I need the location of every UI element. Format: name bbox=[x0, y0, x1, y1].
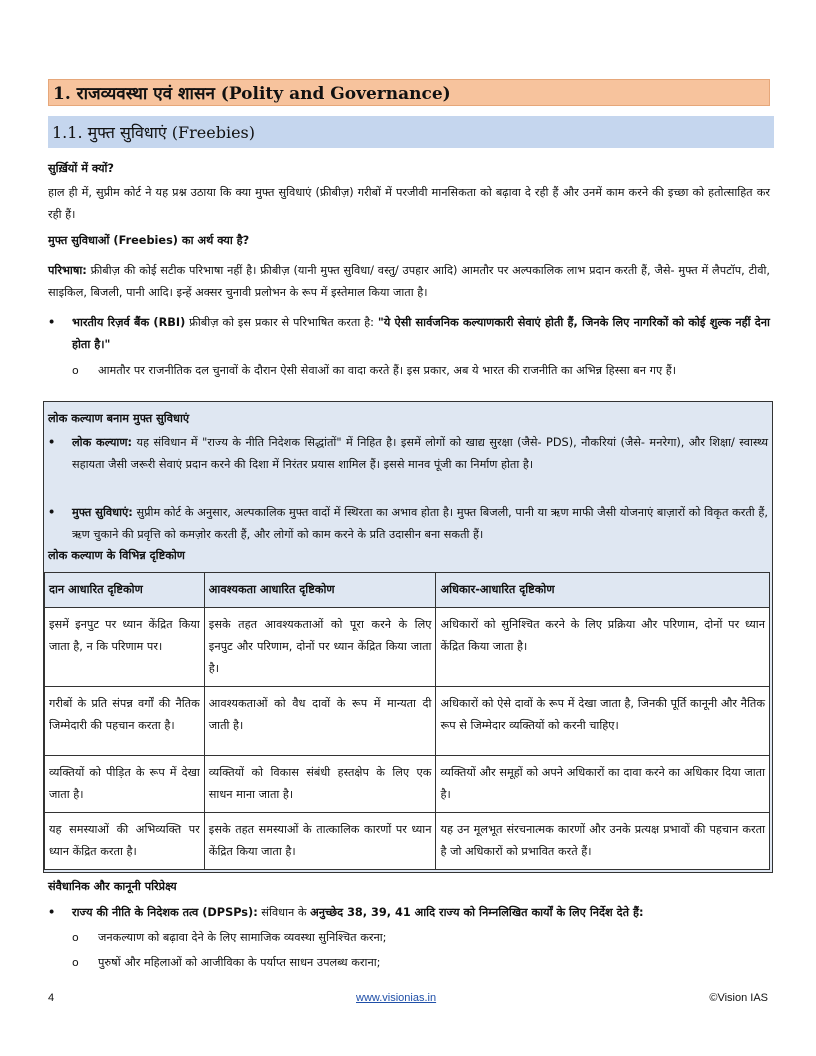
dpsp-sub-text-1: जनकल्याण को बढ़ावा देने के लिए सामाजिक व्यवस्था सुनिश्चित करना; bbox=[98, 931, 387, 944]
table-cell: अधिकारों को ऐसे दावों के रूप में देखा जाता है, जिनकी पूर्ति कानूनी और नैतिक रूप से जिम्मेदार व्यक्तियों को करनी चाहिए। bbox=[436, 687, 770, 756]
table-header-cell: दान आधारित दृष्टिकोण bbox=[45, 573, 205, 608]
freebie-bullet-text bbox=[72, 502, 768, 546]
table-cell: व्यक्तियों को पीड़ित के रूप में देखा जाता है। bbox=[45, 756, 205, 813]
sub-bullet-icon: o bbox=[72, 364, 79, 377]
welfare-label: लोक कल्याण: bbox=[72, 436, 133, 449]
table-row bbox=[45, 813, 770, 870]
table-cell: इसके तहत आवश्यकताओं को पूरा करने के लिए इनपुट और परिणाम, दोनों पर ध्यान केंद्रित किया जाता है। bbox=[204, 608, 436, 687]
rbi-label: भारतीय रिज़र्व बैंक (RBI) bbox=[72, 316, 186, 329]
welfare-vs-freebies-box bbox=[43, 401, 773, 873]
table-cell: अधिकारों को सुनिश्चित करने के लिए प्रक्रिया और परिणाम, दोनों पर ध्यान केंद्रित किया जाता है। bbox=[436, 608, 770, 687]
bullet-icon: • bbox=[48, 316, 56, 329]
meaning-title: मुफ्त सुविधाओं (Freebies) का अर्थ क्या है? bbox=[48, 234, 250, 247]
table-cell: यह उन मूलभूत संरचनात्मक कारणों और उनके प्रत्यक्ष प्रभावों की पहचान करता है जो अधिकारों को प्रभावित करते हैं। bbox=[436, 813, 770, 870]
copyright: ©Vision IAS bbox=[709, 992, 768, 1004]
rbi-bullet-text bbox=[72, 312, 770, 356]
dpsp-text: संविधान के bbox=[257, 906, 311, 919]
constitutional-title: संवैधानिक और कानूनी परिप्रेक्ष्य bbox=[48, 880, 177, 893]
box-title: लोक कल्याण बनाम मुफ्त सुविधाएं bbox=[48, 412, 190, 425]
approaches-title: लोक कल्याण के विभिन्न दृष्टिकोण bbox=[48, 549, 185, 562]
table-row bbox=[45, 756, 770, 813]
table-cell: गरीबों के प्रति संपन्न वर्गों की नैतिक जिम्मेदारी की पहचान करता है। bbox=[45, 687, 205, 756]
rbi-sub-text: आमतौर पर राजनीतिक दल चुनावों के दौरान ऐसी सेवाओं का वादा करते हैं। इस प्रकार, अब ये भारत की राजनीति का अभिन्न हिस्सा बन गए हैं। bbox=[98, 364, 677, 377]
table-row bbox=[45, 608, 770, 687]
approaches-table bbox=[44, 572, 770, 870]
definition-label: परिभाषा: bbox=[48, 264, 87, 277]
why-title: सुर्ख़ियों में क्यों? bbox=[48, 162, 114, 175]
why-text: हाल ही में, सुप्रीम कोर्ट ने यह प्रश्न उठाया कि क्या मुफ्त सुविधाएं (फ्रीबीज़) गरीबों में परजीवी मानसिकता को बढ़ावा दे रही हैं और उनमें काम करने की इच्छा को हतोत्साहित कर रही हैं। bbox=[48, 186, 770, 221]
dpsp-sub-text-2: पुरुषों और महिलाओं को आजीविका के पर्याप्त साधन उपलब्ध कराना; bbox=[98, 956, 381, 969]
sub-bullet-icon: o bbox=[72, 931, 79, 944]
definition-paragraph bbox=[48, 260, 770, 304]
rbi-quote: "ये ऐसी सार्वजनिक कल्याणकारी सेवाएं होती हैं, जिनके लिए नागरिकों को कोई शुल्क नहीं देना होता है।" bbox=[72, 316, 770, 351]
welfare-text: यह संविधान में "राज्य के नीति निदेशक सिद्धांतों" में निहित है। इसमें लोगों को खाद्य सुरक्षा (जैसे- PDS), नौकरियां (जैसे- मनरेगा), और शिक्षा/ स्वास्थ्य सहायता जैसी जरूरी सेवाएं प्रदान करने की दिशा में निरंतर प्रयास शामिल हैं। इससे मानव पूंजी का निर्माण होता है। bbox=[72, 436, 768, 471]
table-row bbox=[45, 687, 770, 756]
bullet-icon: • bbox=[48, 436, 56, 449]
welfare-bullet-text bbox=[72, 432, 768, 476]
dpsp-bullet-text bbox=[72, 902, 770, 924]
table-header-cell: आवश्यकता आधारित दृष्टिकोण bbox=[204, 573, 436, 608]
table-cell: व्यक्तियों को विकास संबंधी हस्तक्षेप के लिए एक साधन माना जाता है। bbox=[204, 756, 436, 813]
bullet-icon: • bbox=[48, 906, 56, 919]
table-header-row bbox=[45, 573, 770, 608]
dpsp-bold-text: अनुच्छेद 38, 39, 41 आदि राज्य को निम्नलिखित कार्यों के लिए निर्देश देते हैं: bbox=[310, 906, 644, 919]
definition-text: फ्रीबीज़ की कोई सटीक परिभाषा नहीं है। फ्रीबीज़ (यानी मुफ्त सुविधा/ वस्तु/ उपहार आदि) आमतौर पर अल्पकालिक लाभ प्रदान करती हैं, जैसे- मुफ्त में लैपटॉप, टीवी, साइकिल, बिजली, पानी आदि। इन्हें अक्सर चुनावी प्रलोभन के रूप में इस्तेमाल किया जाता है। bbox=[48, 264, 770, 299]
table-header-cell: अधिकार-आधारित दृष्टिकोण bbox=[436, 573, 770, 608]
page-number: 4 bbox=[48, 992, 55, 1004]
rbi-text: फ्रीबीज़ को इस प्रकार से परिभाषित करता है: bbox=[185, 316, 378, 329]
table-cell: आवश्यकताओं को वैध दावों के रूप में मान्यता दी जाती है। bbox=[204, 687, 436, 756]
website-link[interactable]: www.visionias.in bbox=[356, 992, 437, 1004]
section-heading-1-1: 1.1. मुफ्त सुविधाएं (Freebies) bbox=[48, 116, 774, 148]
dpsp-label: राज्य की नीति के निदेशक तत्व (DPSPs): bbox=[72, 906, 258, 919]
freebie-text: सुप्रीम कोर्ट के अनुसार, अल्पकालिक मुफ्त वादों में स्थिरता का अभाव होता है। मुफ्त बिजली, पानी या ऋण माफी जैसी योजनाएं बाज़ारों को विकृत करती हैं, ऋण चुकाने की प्रवृत्ति को कमज़ोर करती हैं, और लोगों को काम करने के प्रति उदासीन बना सकती हैं। bbox=[72, 506, 769, 541]
sub-bullet-icon: o bbox=[72, 956, 79, 969]
table-cell: इसके तहत समस्याओं के तात्कालिक कारणों पर ध्यान केंद्रित किया जाता है। bbox=[204, 813, 436, 870]
section-heading-1: 1. राजव्यवस्था एवं शासन (Polity and Governance) bbox=[48, 79, 770, 106]
table-cell: व्यक्तियों और समूहों को अपने अधिकारों का दावा करने का अधिकार दिया जाता है। bbox=[436, 756, 770, 813]
table-cell: इसमें इनपुट पर ध्यान केंद्रित किया जाता है, न कि परिणाम पर। bbox=[45, 608, 205, 687]
bullet-icon: • bbox=[48, 506, 56, 519]
freebie-label: मुफ्त सुविधाएं: bbox=[72, 506, 133, 519]
table-cell: यह समस्याओं की अभिव्यक्ति पर ध्यान केंद्रित करता है। bbox=[45, 813, 205, 870]
